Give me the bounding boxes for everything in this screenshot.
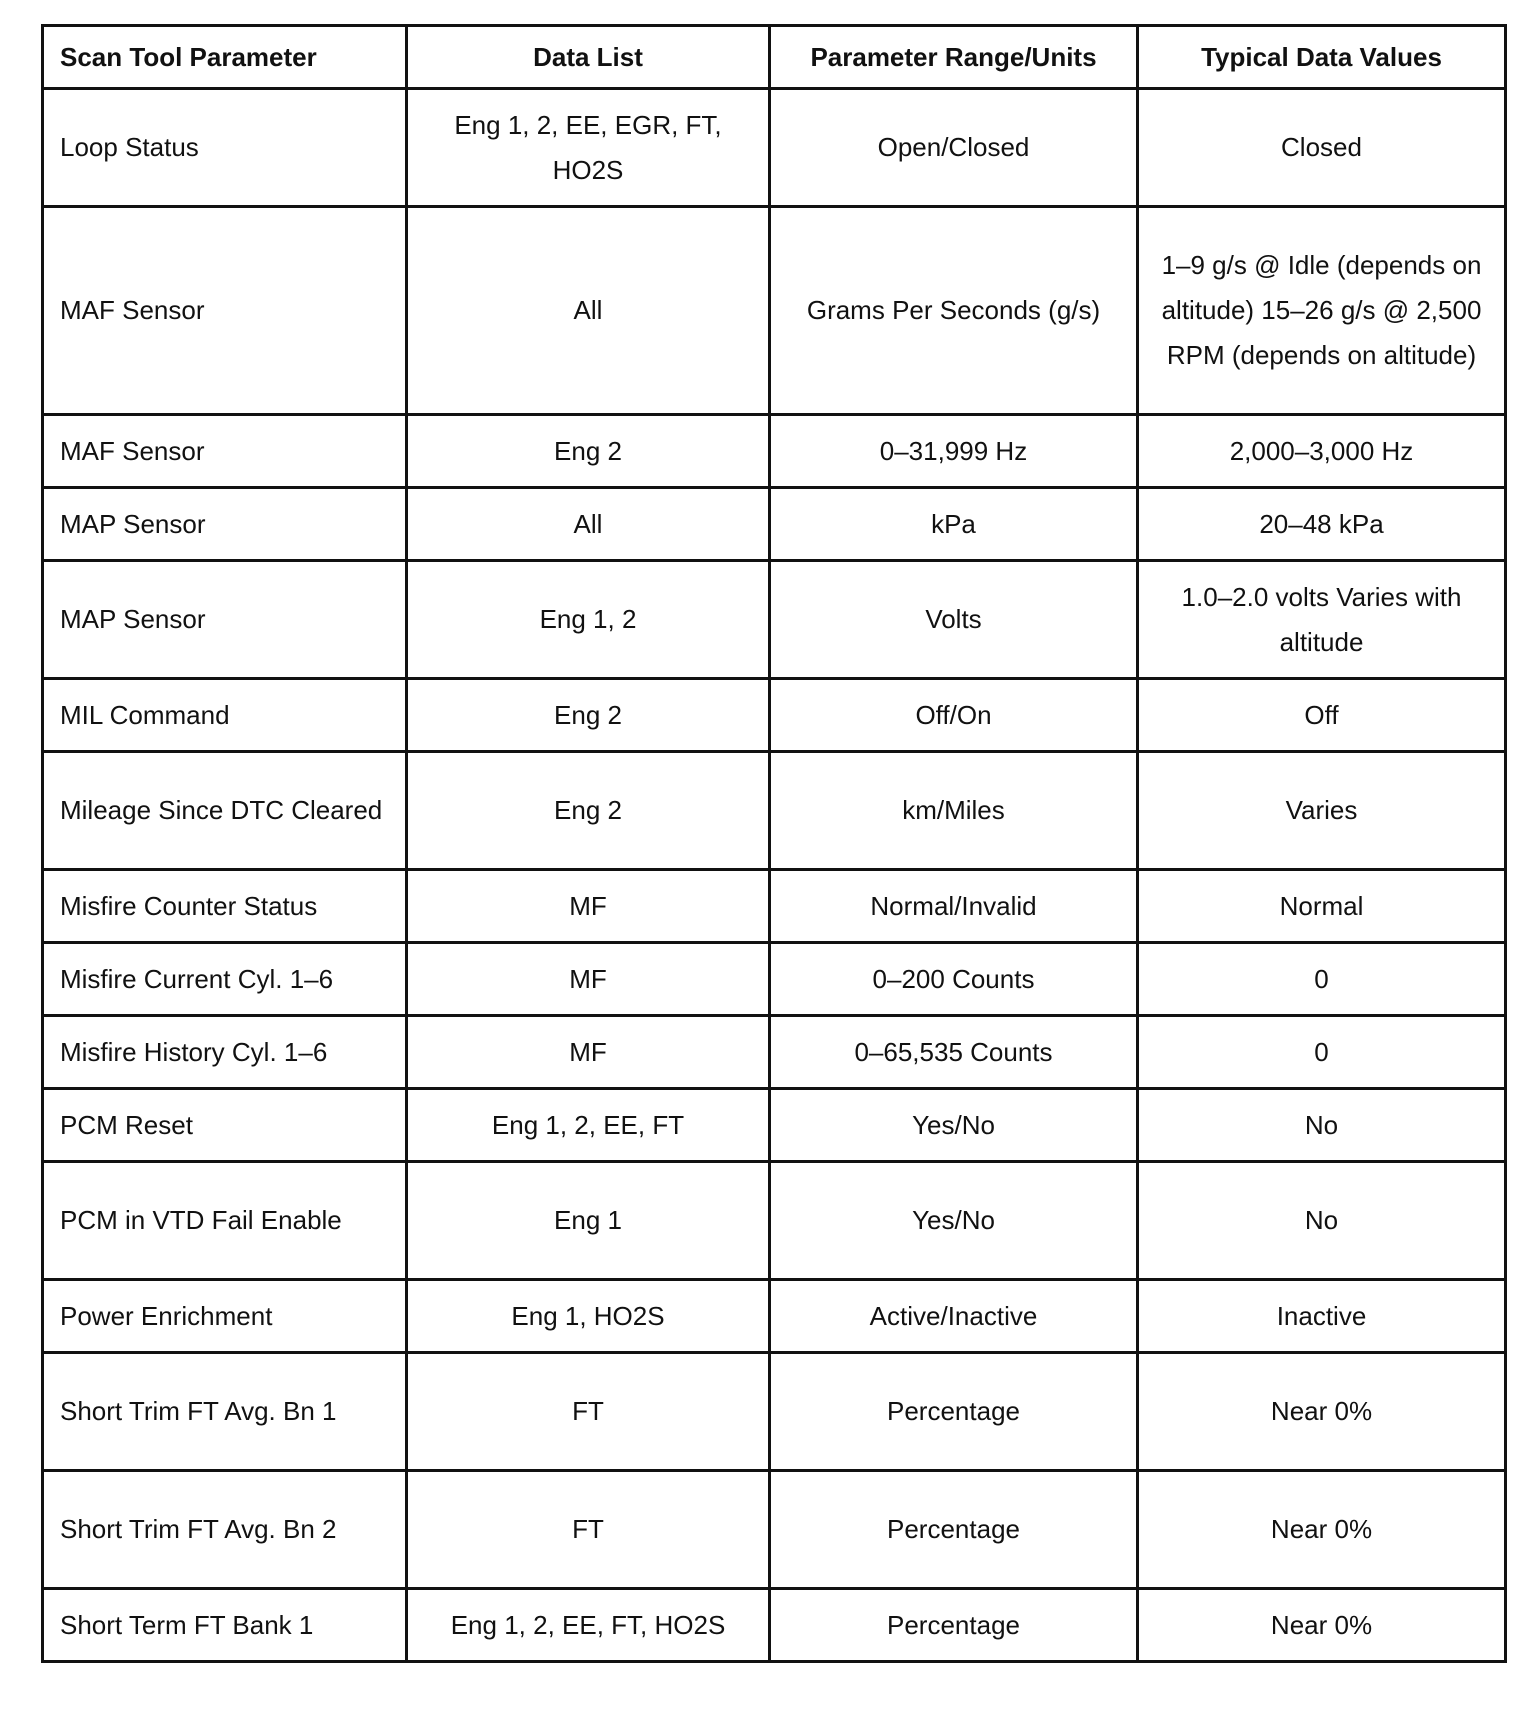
cell-parameter: Misfire Counter Status [43,870,407,943]
cell-range-units: Yes/No [770,1162,1138,1280]
cell-parameter: MAF Sensor [43,207,407,415]
cell-typical-value: 20–48 kPa [1138,488,1506,561]
table-row [43,207,1506,415]
cell-parameter: Misfire Current Cyl. 1–6 [43,943,407,1016]
cell-data-list: Eng 2 [407,752,770,870]
cell-typical-value: No [1138,1089,1506,1162]
cell-parameter: MIL Command [43,679,407,752]
cell-data-list: MF [407,1016,770,1089]
cell-parameter: Short Term FT Bank 1 [43,1589,407,1662]
cell-typical-value: Normal [1138,870,1506,943]
cell-data-list: Eng 1, 2 [407,561,770,679]
cell-range-units: kPa [770,488,1138,561]
cell-data-list: Eng 1, 2, EE, EGR, FT, HO2S [407,89,770,207]
cell-range-units: Percentage [770,1353,1138,1471]
cell-typical-value: 0 [1138,943,1506,1016]
cell-parameter: Misfire History Cyl. 1–6 [43,1016,407,1089]
cell-parameter: Loop Status [43,89,407,207]
table-row [43,870,1506,943]
cell-range-units: Grams Per Seconds (g/s) [770,207,1138,415]
cell-typical-value: Off [1138,679,1506,752]
cell-typical-value: No [1138,1162,1506,1280]
cell-data-list: All [407,207,770,415]
cell-range-units: 0–31,999 Hz [770,415,1138,488]
cell-data-list: All [407,488,770,561]
cell-range-units: Open/Closed [770,89,1138,207]
cell-parameter: PCM Reset [43,1089,407,1162]
header-parameter-range-units: Parameter Range/Units [770,26,1138,89]
cell-range-units: 0–65,535 Counts [770,1016,1138,1089]
cell-typical-value: Near 0% [1138,1589,1506,1662]
cell-parameter: Mileage Since DTC Cleared [43,752,407,870]
cell-data-list: FT [407,1353,770,1471]
table-row [43,1589,1506,1662]
cell-data-list: Eng 1, 2, EE, FT [407,1089,770,1162]
cell-range-units: km/Miles [770,752,1138,870]
cell-parameter: MAP Sensor [43,561,407,679]
table-row [43,561,1506,679]
cell-parameter: MAP Sensor [43,488,407,561]
cell-range-units: Percentage [770,1471,1138,1589]
cell-typical-value: 2,000–3,000 Hz [1138,415,1506,488]
cell-data-list: Eng 2 [407,415,770,488]
cell-parameter: PCM in VTD Fail Enable [43,1162,407,1280]
table-row [43,89,1506,207]
table-row [43,488,1506,561]
scan-tool-parameter-table [41,24,1507,1663]
cell-range-units: Yes/No [770,1089,1138,1162]
cell-typical-value: Near 0% [1138,1353,1506,1471]
cell-typical-value: Closed [1138,89,1506,207]
table-row [43,943,1506,1016]
cell-data-list: MF [407,943,770,1016]
cell-typical-value: Inactive [1138,1280,1506,1353]
cell-typical-value: 1.0–2.0 volts Varies with altitude [1138,561,1506,679]
cell-data-list: Eng 2 [407,679,770,752]
table-row [43,1016,1506,1089]
cell-range-units: 0–200 Counts [770,943,1138,1016]
cell-parameter: Short Trim FT Avg. Bn 2 [43,1471,407,1589]
cell-parameter: Short Trim FT Avg. Bn 1 [43,1353,407,1471]
table-row [43,679,1506,752]
cell-typical-value: 0 [1138,1016,1506,1089]
cell-data-list: Eng 1, 2, EE, FT, HO2S [407,1589,770,1662]
table-row [43,1162,1506,1280]
cell-typical-value: 1–9 g/s @ Idle (depends on altitude) 15–26 g/s @ 2,500 RPM (depends on altitude) [1138,207,1506,415]
cell-parameter: MAF Sensor [43,415,407,488]
cell-range-units: Off/On [770,679,1138,752]
cell-range-units: Percentage [770,1589,1138,1662]
scan-tool-parameter-table-container [41,24,1504,1663]
cell-typical-value: Varies [1138,752,1506,870]
cell-data-list: MF [407,870,770,943]
cell-range-units: Active/Inactive [770,1280,1138,1353]
cell-typical-value: Near 0% [1138,1471,1506,1589]
cell-data-list: FT [407,1471,770,1589]
header-scan-tool-parameter: Scan Tool Parameter [43,26,407,89]
cell-data-list: Eng 1, HO2S [407,1280,770,1353]
cell-range-units: Volts [770,561,1138,679]
table-row [43,1471,1506,1589]
cell-range-units: Normal/Invalid [770,870,1138,943]
table-row [43,1089,1506,1162]
table-header-row [43,26,1506,89]
table-row [43,752,1506,870]
table-row [43,415,1506,488]
table-row [43,1353,1506,1471]
cell-parameter: Power Enrichment [43,1280,407,1353]
header-data-list: Data List [407,26,770,89]
table-row [43,1280,1506,1353]
cell-data-list: Eng 1 [407,1162,770,1280]
header-typical-data-values: Typical Data Values [1138,26,1506,89]
